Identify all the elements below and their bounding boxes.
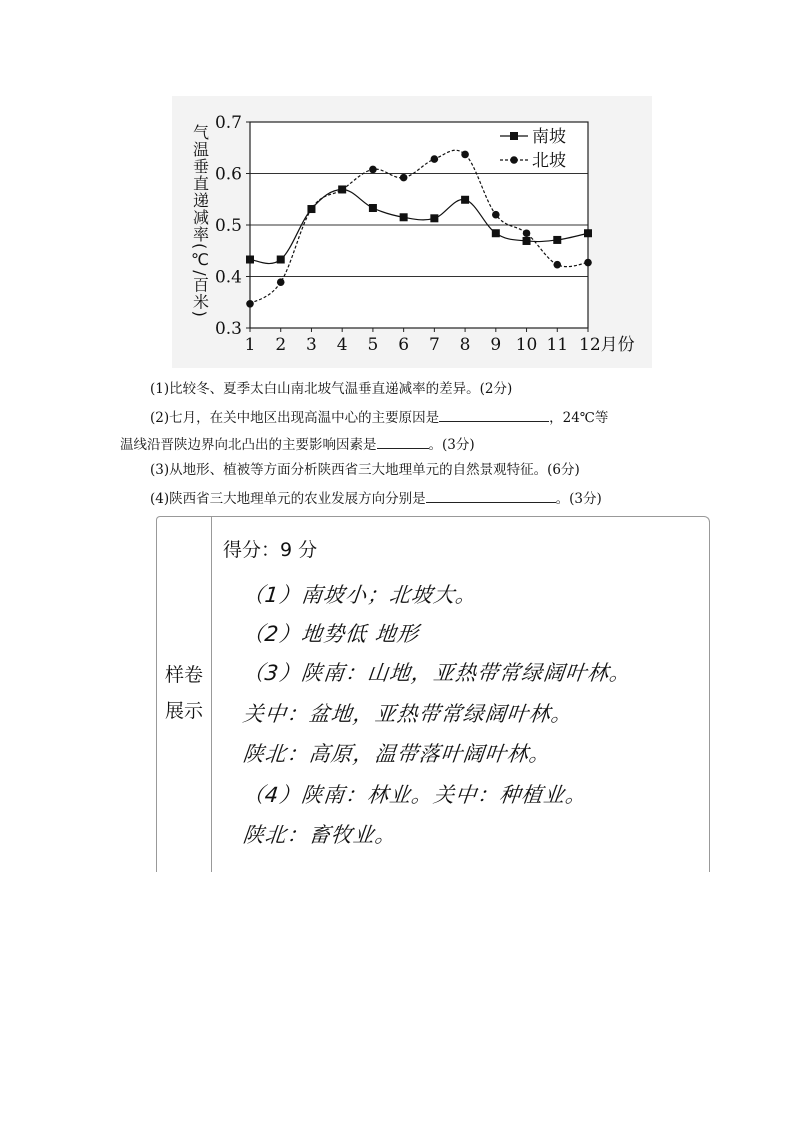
question-2-line-1 — [150, 407, 608, 427]
data-point-square — [523, 237, 531, 245]
y-tick-label: 0.7 — [214, 113, 242, 133]
data-point-square — [553, 236, 561, 244]
x-tick-label: 11 — [546, 335, 569, 355]
data-point-circle — [277, 278, 285, 286]
score-text: 得分：9 分 — [223, 539, 318, 561]
data-point-circle — [553, 261, 561, 269]
question-2-text-d: 。(3分) — [428, 437, 475, 453]
question-4-text-a: (4)陕西省三大地理单元的农业发展方向分别是 — [150, 491, 426, 507]
y-tick-label: 0.3 — [214, 319, 242, 339]
data-point-circle — [369, 166, 377, 174]
handwritten-answer-line: 关中：盆地，亚热带常绿阔叶林。 — [241, 702, 575, 726]
data-point-circle — [431, 155, 439, 163]
handwritten-answer-line: （1）南坡小；北坡大。 — [241, 583, 479, 607]
data-point-square — [400, 213, 408, 221]
data-point-circle — [461, 151, 469, 159]
x-tick-label: 8 — [459, 335, 471, 355]
data-point-circle — [308, 205, 316, 213]
x-tick-label: 6 — [398, 335, 410, 355]
data-point-square — [369, 204, 377, 212]
x-tick-label: 1 — [244, 335, 256, 355]
line-chart — [172, 96, 652, 368]
legend-label: 北坡 — [532, 151, 566, 171]
data-point-square — [461, 196, 469, 204]
data-point-circle — [584, 259, 592, 267]
legend-marker-square — [510, 132, 518, 140]
y-axis-label: 气温垂直递减率(℃/百米) — [190, 124, 210, 318]
answer-blank[interactable] — [426, 488, 556, 503]
chart-svg — [172, 96, 652, 368]
data-point-square — [492, 229, 500, 237]
data-point-square — [584, 229, 592, 237]
data-point-circle — [492, 211, 500, 219]
handwritten-answer-line: 陕北：畜牧业。 — [241, 823, 399, 847]
question-2-text-c: 温线沿晋陕边界向北凸出的主要影响因素是 — [120, 437, 377, 453]
y-tick-label: 0.5 — [214, 216, 242, 236]
data-point-square — [246, 256, 254, 264]
answer-blank[interactable] — [377, 434, 429, 449]
question-1: (1)比较冬、夏季太白山南北坡气温垂直递减率的差异。(2分) — [150, 381, 513, 397]
data-point-circle — [523, 229, 531, 237]
x-tick-label: 2 — [275, 335, 287, 355]
column-divider — [211, 517, 212, 872]
x-tick-label: 4 — [336, 335, 348, 355]
data-point-square — [277, 256, 285, 264]
question-4-text-b: 。(3分) — [555, 491, 602, 507]
handwritten-answer-line: 陕北：高原，温带落叶阔叶林。 — [241, 742, 553, 766]
x-tick-label: 3 — [306, 335, 317, 355]
data-point-square — [430, 214, 438, 222]
data-point-circle — [400, 174, 408, 182]
sample-label-line-1: 样卷 — [164, 664, 203, 686]
handwritten-answer-line: （2）地势低 地形 — [241, 622, 421, 646]
question-3: (3)从地形、植被等方面分析陕西省三大地理单元的自然景观特征。(6分) — [150, 462, 580, 478]
handwritten-answer-line: （4）陕南：林业。关中：种植业。 — [241, 783, 589, 807]
sample-label — [157, 657, 211, 729]
data-point-circle — [338, 186, 346, 194]
x-tick-label: 9 — [490, 335, 502, 355]
x-tick-label: 7 — [428, 335, 440, 355]
question-2-line-2 — [120, 434, 475, 454]
x-tick-label: 10 — [515, 335, 538, 355]
legend-label: 南坡 — [532, 127, 566, 147]
question-2-text-b: ，24℃等 — [549, 410, 609, 426]
handwritten-answer-line: （3）陕南：山地，亚热带常绿阔叶林。 — [241, 661, 633, 685]
data-point-circle — [246, 300, 254, 308]
sample-label-line-2: 展示 — [164, 700, 203, 722]
x-tick-label: 12月份 — [579, 335, 635, 355]
y-tick-label: 0.6 — [214, 164, 242, 185]
y-tick-label: 0.4 — [214, 267, 242, 288]
sample-answer-box — [156, 516, 710, 872]
answer-blank[interactable] — [439, 407, 549, 422]
question-4 — [150, 488, 602, 508]
legend-marker-circle — [510, 156, 518, 164]
x-tick-label: 5 — [367, 335, 379, 355]
question-2-text-a: (2)七月，在关中地区出现高温中心的主要原因是 — [150, 410, 440, 426]
